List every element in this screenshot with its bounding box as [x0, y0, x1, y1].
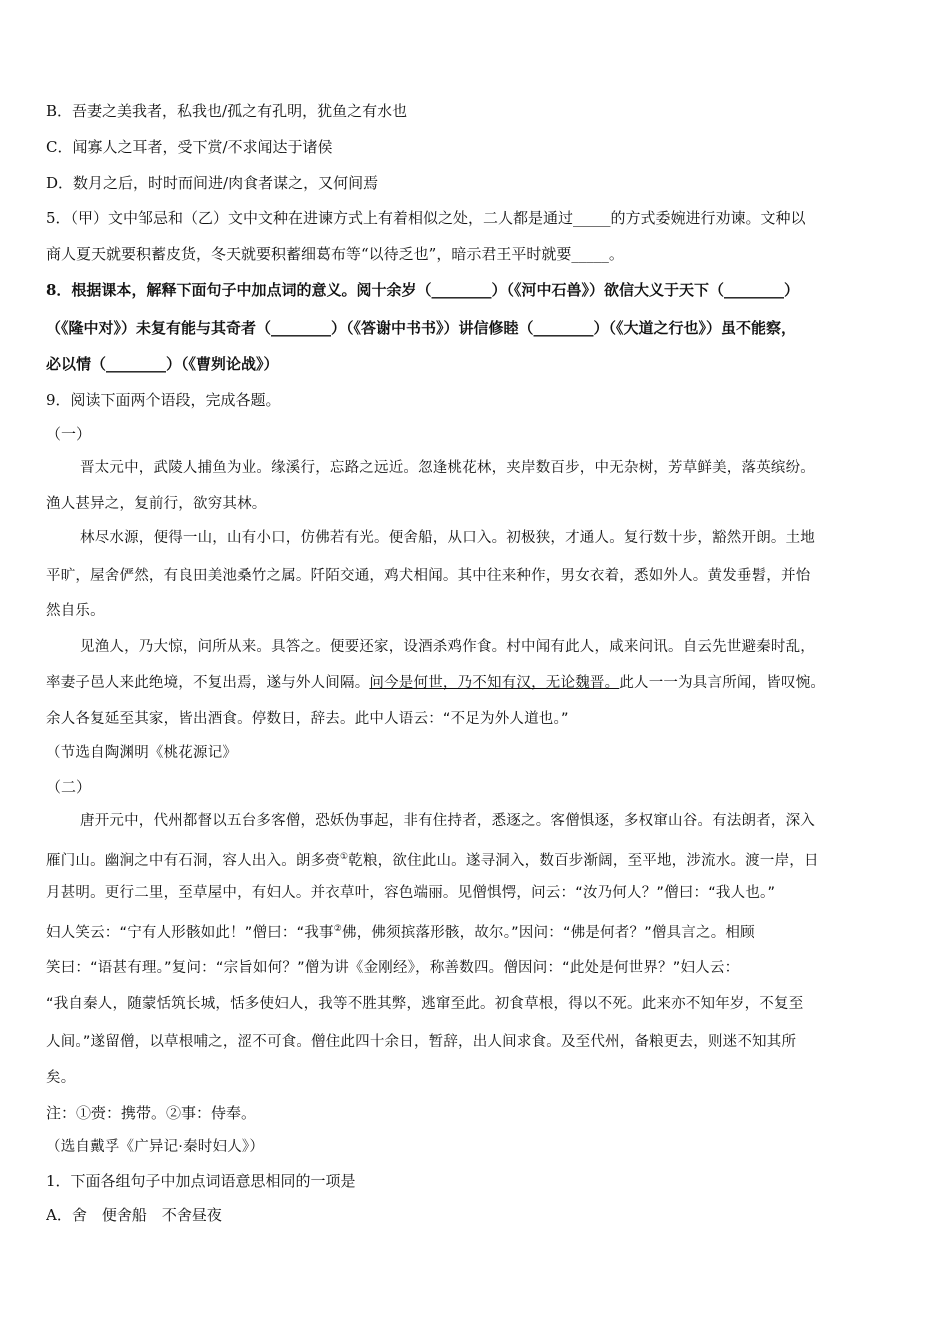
- passage2-line1: 唐开元中，代州都督以五台多客僧，恐妖伪事起，非有住持者，悉逐之。客僧惧逐，多权窜山谷。有法朗者，深入: [80, 813, 815, 829]
- underlined-sentence: 问今是何世，乃不知有汉，无论魏晋。: [369, 675, 620, 691]
- q4-option-d: D．数月之后，时时而间进/肉食者谋之，又何间焉: [46, 174, 379, 192]
- q5-line-1: 5．（甲）文中邹忌和（乙）文中文种在进谏方式上有着相似之处，二人都是通过_____的方式委婉进行劝谏。文种以: [46, 209, 806, 227]
- q5-line-2: 商人夏天就要积蓄皮货，冬天就要积蓄细葛布等“以待乏也”，暗示君王平时就要_____。: [46, 245, 624, 263]
- passage1-p3-line2: [46, 673, 906, 693]
- passage1-p1-line1: 晋太元中，武陵人捕鱼为业。缘溪行，忘路之远近。忽逢桃花林，夹岸数百步，中无杂树，芳草鲜美，落英缤纷。: [80, 460, 815, 476]
- passage2-line2-b: 乾粮，欲住此山。遂寻洞入，数百步渐阔，至平地，涉流水。渡一岸，日: [348, 852, 819, 869]
- passage2-line8: 矣。: [46, 1070, 76, 1086]
- passage1-p1-line2: 渔人甚异之，复前行，欲穷其林。: [46, 496, 267, 512]
- q8-line-1: 8．根据课本，解释下面句子中加点词的意义。阅十余岁（________）（《河中石兽》）欲信大义于天下（________）: [46, 281, 799, 299]
- passage2-line6: “我自秦人，随蒙恬筑长城，恬多使妇人，我等不胜其弊，逃窜至此。初食草根，得以不死。此来亦不知年岁，不复至: [46, 996, 804, 1012]
- passage2-line2-a: 雁门山。幽涧之中有石洞，容人出入。朗多赍: [46, 852, 340, 869]
- q4-option-b: B．吾妻之美我者，私我也/孤之有孔明，犹鱼之有水也: [46, 102, 408, 120]
- sub-question-1-option-a: A．舍 便舍船 不舍昼夜: [46, 1206, 222, 1224]
- sub-question-1: 1．下面各组句子中加点词语意思相同的一项是: [46, 1172, 356, 1190]
- passage2-line4-b: 佛，佛须摈落形骸，故尔。”因问：“佛是何者？”僧具言之。相顾: [342, 924, 755, 941]
- q8-line-2: （《隆中对》）未复有能与其奇者（________）（《答谢中书书》）讲信修睦（________）（《大道之行也》）虽不能察，: [46, 319, 797, 337]
- passage1-source: （节选自陶渊明《桃花源记》: [46, 745, 238, 761]
- passage2-source: （选自戴孚《广异记·秦时妇人》）: [46, 1139, 265, 1155]
- note-marker-2: ②: [333, 924, 343, 934]
- passage2-line7: 人间。”遂留僧，以草根哺之，涩不可食。僧住此四十余日，暂辞，出人间求食。及至代州，备粮更去，则迷不知其所: [46, 1034, 797, 1050]
- note-marker-1: ①: [340, 852, 349, 862]
- passage2-line5: 笑曰：“语甚有理。”复问：“宗旨如何？”僧为讲《金刚经》，称善数四。僧因问：“此处是何世界？”妇人云：: [46, 960, 740, 976]
- passage1-p3-line3: 余人各复延至其家，皆出酒食。停数日，辞去。此中人语云：“不足为外人道也。”: [46, 711, 569, 727]
- passage2-line4: [46, 919, 906, 943]
- q9-intro: 9．阅读下面两个语段，完成各题。: [46, 391, 281, 409]
- passage2-line2: [46, 847, 906, 871]
- passage1-p2-line3: 然自乐。: [46, 603, 105, 619]
- q9-part2-label: （二）: [46, 778, 92, 796]
- passage1-p3-line1: 见渔人，乃大惊，问所从来。具答之。便要还家，设酒杀鸡作食。村中闻有此人，咸来问讯。自云先世避秦时乱，: [80, 639, 815, 655]
- passage1-p2-line2: 平旷，屋舍俨然，有良田美池桑竹之属。阡陌交通，鸡犬相闻。其中往来种作，男女衣着，悉如外人。黄发垂髫，并怡: [46, 568, 811, 584]
- q9-part1-label: （一）: [46, 425, 92, 443]
- q8-line-3: 必以情（________）（《曹刿论战》）: [46, 355, 279, 373]
- q4-option-c: C．闻寡人之耳者，受下赏/不求闻达于诸侯: [46, 138, 333, 156]
- passage1-p2-line1: 林尽水源，便得一山，山有小口，仿佛若有光。便舍船，从口入。初极狭，才通人。复行数十步，豁然开朗。土地: [80, 530, 815, 546]
- footnote: 注：①赍：携带。②事：侍奉。: [46, 1104, 257, 1122]
- passage2-line4-a: 妇人笑云：“宁有人形骸如此！”僧曰：“我事: [46, 924, 334, 941]
- passage2-line3: 月甚明。更行二里，至草屋中，有妇人。并衣草叶，容色端丽。见僧惧愕，问云：“汝乃何人？”僧曰：“我人也。”: [46, 885, 776, 901]
- passage1-p3-line2-c: 此人一一为具言所闻，皆叹惋。: [619, 675, 826, 691]
- passage1-p3-line2-a: 率妻子邑人来此绝境，不复出焉，遂与外人间隔。: [46, 675, 370, 691]
